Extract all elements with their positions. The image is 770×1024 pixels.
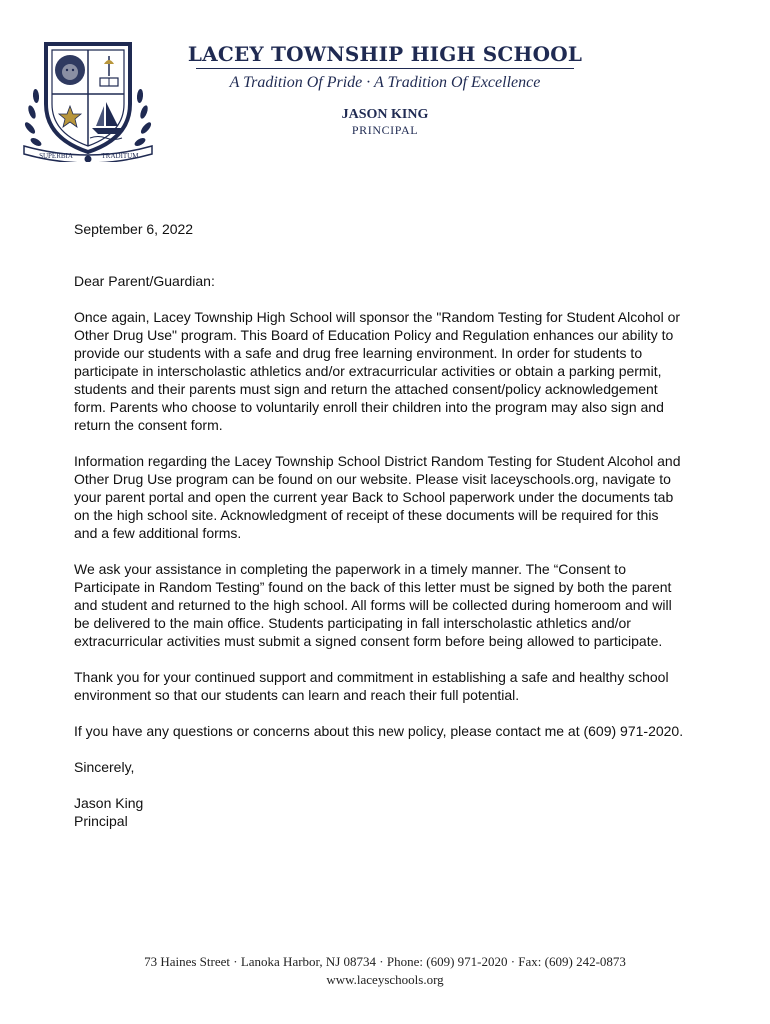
- letter-date: September 6, 2022: [74, 221, 194, 237]
- letter-body: [74, 220, 684, 848]
- salutation: Dear Parent/Guardian:: [74, 273, 215, 289]
- paragraph-3: We ask your assistance in completing the paperwork in a timely manner. The “Consent to Participate in Random Testing” found on the back of this letter must be signed by both the parent and student and returned to the high school. All forms will be collected during homeroom and will be delivered to the main office. Students participating in fall interscholastic athletics and/or extracurricular activities must submit a signed consent form before being allowed to participate.: [74, 561, 672, 649]
- principal-name: JASON KING: [341, 107, 429, 122]
- signer-name: Jason King: [74, 795, 144, 811]
- lion-head-icon: [55, 55, 85, 85]
- school-name: LACEY TOWNSHIP HIGH SCHOOL: [187, 42, 583, 66]
- principal-title: PRINCIPAL: [351, 123, 419, 137]
- letter-footer: [0, 953, 770, 989]
- letterhead: [185, 40, 585, 137]
- laurel-right-icon: [133, 89, 152, 148]
- header-divider: [196, 68, 574, 69]
- paragraph-2: Information regarding the Lacey Township School District Random Testing for Student Alcohol and Other Drug Use program can be found on our website. Please visit laceyschools.org, navigate to your parent portal and open the current year Back to School paperwork under the documents tab on the high school site. Acknowledgment of receipt of these documents will be required for this and a few additional forms.: [74, 453, 681, 541]
- footer-website: www.laceyschools.org: [326, 972, 444, 987]
- paragraph-4: Thank you for your continued support and commitment in establishing a safe and healthy school environment so that our students can learn and reach their full potential.: [74, 669, 669, 703]
- school-motto: A Tradition Of Pride · A Tradition Of Excellence: [229, 74, 541, 91]
- signature-block: [74, 794, 684, 830]
- school-crest-logo: [18, 34, 158, 162]
- paragraph-1: Once again, Lacey Township High School will sponsor the "Random Testing for Student Alcohol or Other Drug Use" program. This Board of Education Policy and Regulation enhances our ability to provide our students with a safe and drug free learning environment. In order for students to participate in interscholastic athletics and/or extracurricular activities or obtain a parking permit, students and their parents must sign and return the attached consent/policy acknowledgement form. Parents who choose to voluntarily enroll their children into the program may also sign and return the consent form.: [74, 309, 681, 433]
- laurel-left-icon: [23, 89, 42, 148]
- footer-address: 73 Haines Street · Lanoka Harbor, NJ 08734 · Phone: (609) 971-2020 · Fax: (609) 242-0873: [144, 954, 626, 969]
- paragraph-5: If you have any questions or concerns about this new policy, please contact me at (609) 971-2020.: [74, 723, 684, 739]
- crest-banner-right-text: TRADITUM: [101, 152, 139, 160]
- signer-title: Principal: [74, 813, 128, 829]
- crest-banner-left-text: SUPERBIA: [39, 152, 73, 160]
- closing: Sincerely,: [74, 759, 135, 775]
